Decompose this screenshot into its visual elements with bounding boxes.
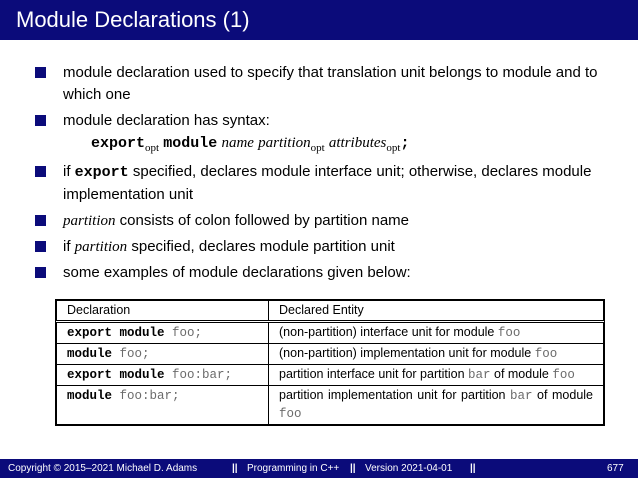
entity-cell: (non-partition) interface unit for module foo [269,322,604,344]
footer-version: Version 2021-04-01 [365,463,453,474]
header-declaration: Declaration [57,301,269,322]
syntax-line [35,132,625,155]
header-declared-entity: Declared Entity [269,301,604,322]
syntax-partition: partition [258,135,311,151]
syntax-module: module [163,135,218,152]
bullet-square-icon [35,115,46,126]
syntax-name: name [221,135,254,151]
bullet-item [35,110,625,132]
term-partition: partition [63,213,116,229]
keyword-export: export [74,164,129,181]
syntax-attributes: attributes [328,135,387,151]
bullet-item [35,62,625,106]
table-row [57,322,604,344]
bullet-item [35,161,625,206]
bullet-square-icon [35,267,46,278]
table-row [57,344,604,365]
bullet-item [35,236,625,258]
declaration-cell: export module foo; [57,322,269,344]
declaration-cell: module foo; [57,344,269,365]
bullet-text: consists of colon followed by partition name [115,212,410,229]
bullet-text: specified, declares module partition unit [127,238,395,255]
bullet-square-icon [35,215,46,226]
bullet-list [35,62,625,288]
examples-table [55,299,605,426]
bullet-text: if [63,238,75,255]
syntax-opt: opt [386,142,401,154]
entity-cell: partition implementation unit for partition bar of module foo [269,386,604,425]
syntax-export: export [91,135,146,152]
bullet-square-icon [35,241,46,252]
bullet-square-icon [35,166,46,177]
syntax-semicolon: ; [400,135,410,152]
bullet-text: some examples of module declarations given below: [63,264,411,281]
footer-copyright: Copyright © 2015–2021 Michael D. Adams [8,463,198,474]
syntax-opt: opt [310,142,325,154]
footer-course: Programming in C++ [247,463,340,474]
bullet-text: if [63,163,75,180]
table-header-row [57,301,604,322]
bullet-item [35,262,625,284]
footer-bar [0,459,638,478]
bullet-text: module declaration used to specify that translation unit belongs to module and to which one [63,64,598,103]
table-row [57,386,604,425]
bullet-text: module declaration has syntax: [63,112,270,129]
bullet-square-icon [35,67,46,78]
term-partition: partition [74,239,128,255]
footer-separator: || [232,463,238,474]
declaration-cell: module foo:bar; [57,386,269,425]
page-title: Module Declarations (1) [16,7,250,32]
footer-separator: || [470,463,476,474]
bullet-item [35,210,625,232]
footer-separator: || [350,463,356,474]
declaration-cell: export module foo:bar; [57,365,269,386]
table-row [57,365,604,386]
syntax-opt: opt [145,142,160,154]
entity-cell: partition interface unit for partition bar of module foo [269,365,604,386]
title-bar [0,0,638,40]
entity-cell: (non-partition) implementation unit for module foo [269,344,604,365]
footer-page-number: 677 [607,463,624,474]
bullet-text: specified, declares module interface unit; otherwise, declares module implementation unit [63,163,592,203]
